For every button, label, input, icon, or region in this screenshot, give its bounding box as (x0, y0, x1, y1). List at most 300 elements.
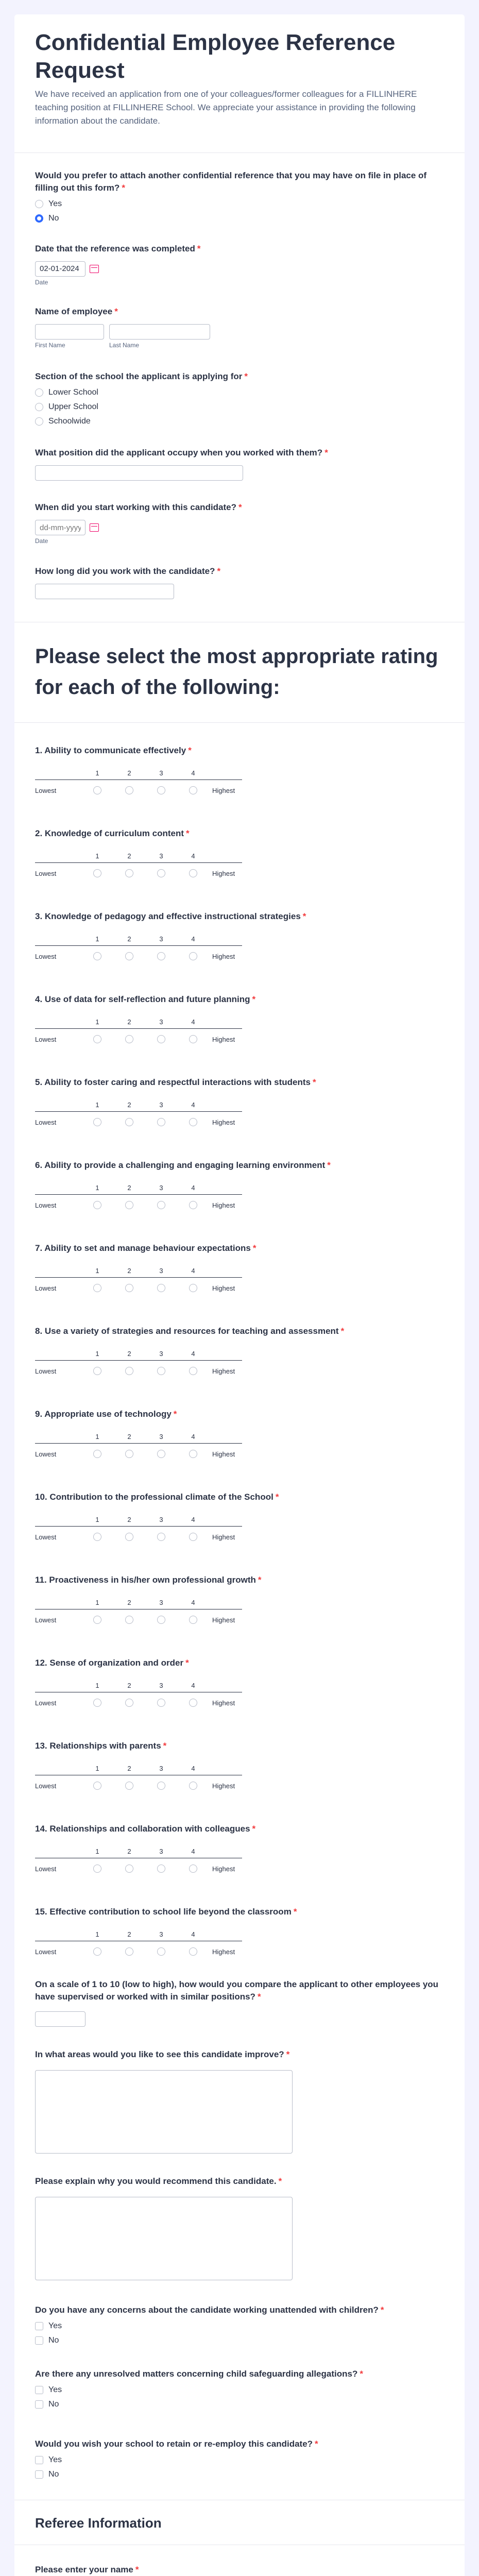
rating-cell[interactable] (113, 952, 145, 960)
rating-cell[interactable] (177, 1035, 209, 1043)
radio-button[interactable] (189, 1616, 197, 1624)
scale-header (35, 1430, 444, 1443)
rating-cell[interactable] (177, 1947, 209, 1956)
radio-button[interactable] (93, 1865, 101, 1873)
radio-button[interactable] (125, 1699, 133, 1707)
improve-label: In what areas would you like to see this candidate improve? (35, 2049, 284, 2059)
lowest-label: Lowest (35, 1865, 57, 1873)
rating-cell[interactable] (113, 1284, 145, 1292)
position-input[interactable] (35, 465, 243, 481)
scale-number: 4 (191, 1266, 195, 1275)
safeguarding-option-no[interactable] (35, 2400, 444, 2409)
rating-cell[interactable] (177, 1865, 209, 1873)
first-name-input[interactable] (35, 324, 104, 340)
radio-button[interactable] (125, 1201, 133, 1209)
rating-cell[interactable] (145, 1367, 177, 1375)
rating-cell[interactable] (145, 1616, 177, 1624)
checkbox[interactable] (35, 2386, 43, 2394)
scale-number: 4 (191, 1183, 195, 1192)
lowest-label: Lowest (35, 1616, 57, 1624)
scale-number: 3 (159, 1515, 163, 1523)
concerns-option-no[interactable] (35, 2336, 444, 2345)
rating-question (35, 723, 444, 801)
option-label: Lower School (48, 388, 98, 397)
checkbox[interactable] (35, 2322, 43, 2330)
rating-label: 9. Appropriate use of technology (35, 1409, 172, 1419)
scale-number: 2 (127, 935, 131, 943)
rating-cell[interactable] (81, 952, 113, 960)
radio-button[interactable] (93, 1533, 101, 1541)
rating-scale (35, 1844, 444, 1879)
radio-button[interactable] (93, 1367, 101, 1375)
required-mark: * (327, 1160, 331, 1170)
scale-row (35, 1361, 444, 1381)
scale-number: 2 (127, 1183, 131, 1192)
radio-button[interactable] (93, 869, 101, 877)
radio-button[interactable] (125, 1865, 133, 1873)
scale-row (35, 1775, 444, 1796)
radio-button[interactable] (35, 388, 43, 397)
date-completed-label: Date that the reference was completed (35, 244, 195, 253)
radio-button[interactable] (157, 1284, 165, 1292)
scale-number: 3 (159, 1847, 163, 1855)
ratings-list (35, 723, 444, 1962)
scale-number: 1 (95, 1598, 99, 1606)
rating-cell[interactable] (145, 1865, 177, 1873)
scale-number: 1 (95, 1432, 99, 1440)
highest-label: Highest (212, 952, 235, 960)
radio-button[interactable] (93, 1450, 101, 1458)
rating-cell[interactable] (177, 952, 209, 960)
date-completed-input[interactable]: 02-01-2024 (35, 261, 85, 277)
radio-button[interactable] (157, 1118, 165, 1126)
radio-button[interactable] (189, 1947, 197, 1956)
scale-number: 3 (159, 769, 163, 777)
lowest-label: Lowest (35, 1118, 57, 1126)
radio-button[interactable] (93, 1284, 101, 1292)
scale-number: 2 (127, 1681, 131, 1689)
lowest-label: Lowest (35, 1699, 57, 1707)
rating-cell[interactable] (145, 1450, 177, 1458)
radio-button[interactable] (189, 952, 197, 960)
scale-number: 1 (95, 1764, 99, 1772)
rating-cell[interactable] (145, 952, 177, 960)
radio-button[interactable] (189, 1699, 197, 1707)
rating-cell[interactable] (113, 1782, 145, 1790)
scale-number: 4 (191, 1764, 195, 1772)
rating-cell[interactable] (113, 1947, 145, 1956)
date-completed-question: Date that the reference was completed * 02-01-2024 Date (35, 223, 444, 286)
scale-number: 4 (191, 1100, 195, 1109)
highest-label: Highest (212, 1865, 235, 1873)
scale-row (35, 946, 444, 967)
option-label: No (48, 2400, 59, 2409)
radio-button[interactable] (189, 1367, 197, 1375)
highest-label: Highest (212, 786, 235, 794)
rating-cell[interactable] (177, 786, 209, 794)
scale-header (35, 1015, 444, 1028)
rating-cell[interactable] (81, 1865, 113, 1873)
rating-cell[interactable] (113, 1201, 145, 1209)
lowest-label: Lowest (35, 1201, 57, 1209)
section-question: Section of the school the applicant is applying for * Lower School Upper School Schoolwide (35, 349, 444, 426)
radio-button[interactable] (125, 1616, 133, 1624)
radio-button[interactable] (125, 1450, 133, 1458)
form-title: Confidential Employee Reference Request (35, 30, 396, 83)
rating-question (35, 801, 444, 884)
form-card (14, 14, 465, 2576)
rating-question (35, 967, 444, 1049)
rating-cell[interactable] (177, 1284, 209, 1292)
rating-cell[interactable] (81, 1201, 113, 1209)
scale-header (35, 766, 444, 779)
rating-cell[interactable] (81, 1367, 113, 1375)
scale-number: 4 (191, 1930, 195, 1938)
scale-number: 3 (159, 935, 163, 943)
form-description: We have received an application from one of your colleagues/former colleagues for a FILLINHERE teaching position at FILLINHERE School. We appreciate your assistance in providing the following information about the candidate. (35, 89, 417, 126)
rating-question (35, 1547, 444, 1630)
scale-number: 1 (95, 1930, 99, 1938)
rating-cell[interactable] (113, 1367, 145, 1375)
scale-number: 3 (159, 1598, 163, 1606)
rating-cell[interactable] (177, 1782, 209, 1790)
rating-cell[interactable] (113, 1118, 145, 1126)
scale-number: 3 (159, 1266, 163, 1275)
scale-header (35, 849, 444, 862)
scale-number: 3 (159, 1183, 163, 1192)
scale-number: 1 (95, 1018, 99, 1026)
scale-number: 2 (127, 1598, 131, 1606)
scale-number: 2 (127, 769, 131, 777)
scale-header (35, 1596, 444, 1609)
radio-button[interactable] (35, 403, 43, 411)
attach-option-no[interactable] (35, 214, 444, 223)
rating-cell[interactable] (81, 1118, 113, 1126)
rating-cell[interactable] (113, 786, 145, 794)
radio-button[interactable] (157, 1616, 165, 1624)
required-mark: * (312, 1077, 316, 1087)
option-label: Yes (48, 199, 62, 208)
scale-number: 4 (191, 935, 195, 943)
rating-cell[interactable] (81, 1533, 113, 1541)
safeguarding-label: Are there any unresolved matters concerning child safeguarding allegations? (35, 2369, 358, 2379)
rating-question (35, 1132, 444, 1215)
radio-button[interactable] (125, 1947, 133, 1956)
section-option-lower[interactable] (35, 388, 444, 397)
referee-name-label: Please enter your name (35, 2565, 133, 2574)
radio-button[interactable] (35, 214, 43, 223)
how-long-input[interactable] (35, 584, 174, 599)
radio-button[interactable] (157, 1782, 165, 1790)
rating-question (35, 1796, 444, 1879)
scale-row (35, 780, 444, 801)
lowest-label: Lowest (35, 1367, 57, 1375)
scale-number: 2 (127, 1100, 131, 1109)
rating-label: 5. Ability to foster caring and respectful interactions with students (35, 1077, 311, 1087)
scale-row (35, 1444, 444, 1464)
scale-row (35, 1527, 444, 1547)
rating-scale (35, 1596, 444, 1630)
radio-button[interactable] (157, 952, 165, 960)
start-date-question: When did you start working with this candidate? * dd-mm-yyyy Date (35, 481, 444, 545)
ratings-section-title: Please select the most appropriate rating for each of the following: (35, 645, 438, 699)
checkbox[interactable] (35, 2400, 43, 2409)
rating-question (35, 1879, 444, 1962)
scale-number: 4 (191, 1847, 195, 1855)
rating-question (35, 1298, 444, 1381)
radio-button[interactable] (157, 1699, 165, 1707)
required-mark: * (340, 1326, 345, 1336)
rating-cell[interactable] (113, 1450, 145, 1458)
radio-button[interactable] (93, 786, 101, 794)
radio-button[interactable] (93, 1118, 101, 1126)
rating-question (35, 1381, 444, 1464)
radio-button[interactable] (157, 1865, 165, 1873)
radio-button[interactable] (189, 1782, 197, 1790)
radio-button[interactable] (125, 1367, 133, 1375)
rating-label: 12. Sense of organization and order (35, 1658, 184, 1668)
radio-button[interactable] (189, 869, 197, 877)
radio-button[interactable] (93, 1035, 101, 1043)
position-label: What position did the applicant occupy when you worked with them? (35, 448, 323, 457)
rating-cell[interactable] (81, 1035, 113, 1043)
rating-cell[interactable] (177, 1450, 209, 1458)
rating-cell[interactable] (145, 1118, 177, 1126)
scale-number: 4 (191, 1018, 195, 1026)
lowest-label: Lowest (35, 786, 57, 794)
radio-button[interactable] (125, 786, 133, 794)
option-label: Yes (48, 2321, 62, 2330)
rating-cell[interactable] (145, 1782, 177, 1790)
radio-button[interactable] (157, 1450, 165, 1458)
rating-cell[interactable] (177, 1616, 209, 1624)
radio-button[interactable] (125, 1035, 133, 1043)
rating-cell[interactable] (177, 1118, 209, 1126)
radio-button[interactable] (157, 1947, 165, 1956)
retain-option-yes[interactable] (35, 2455, 444, 2465)
rating-label: 6. Ability to provide a challenging and engaging learning environment (35, 1160, 326, 1170)
highest-label: Highest (212, 1450, 235, 1458)
required-mark: * (275, 1492, 279, 1502)
how-long-label: How long did you work with the candidate? (35, 566, 215, 576)
radio-button[interactable] (35, 417, 43, 426)
scale-header (35, 1347, 444, 1360)
highest-label: Highest (212, 1284, 235, 1292)
rating-cell[interactable] (113, 1616, 145, 1624)
radio-button[interactable] (189, 786, 197, 794)
scale-number: 2 (127, 1432, 131, 1440)
rating-scale (35, 1098, 444, 1132)
retain-option-no[interactable] (35, 2470, 444, 2479)
referee-name-question: Please enter your name * (35, 2565, 139, 2574)
scale-number: 4 (191, 1598, 195, 1606)
rating-scale (35, 1181, 444, 1215)
highest-label: Highest (212, 1616, 235, 1624)
scale-row (35, 1941, 444, 1962)
scale-header (35, 1844, 444, 1858)
rating-cell[interactable] (81, 869, 113, 877)
start-date-label: When did you start working with this candidate? (35, 502, 237, 512)
section-option-schoolwide[interactable] (35, 417, 444, 426)
required-mark: * (122, 183, 125, 193)
radio-button[interactable] (157, 1201, 165, 1209)
concerns-option-yes[interactable] (35, 2321, 444, 2331)
option-label: No (48, 2470, 59, 2479)
rating-cell[interactable] (113, 1035, 145, 1043)
rating-cell[interactable] (145, 1201, 177, 1209)
rating-scale (35, 1679, 444, 1713)
radio-button[interactable] (125, 869, 133, 877)
employee-name-label: Name of employee (35, 307, 113, 316)
radio-button[interactable] (157, 1367, 165, 1375)
radio-button[interactable] (189, 1450, 197, 1458)
improve-question: In what areas would you like to see this candidate improve? * (35, 2027, 444, 2154)
radio-button[interactable] (189, 1533, 197, 1541)
rating-scale (35, 1347, 444, 1381)
highest-label: Highest (212, 1782, 235, 1790)
rating-cell[interactable] (145, 786, 177, 794)
section-option-upper[interactable] (35, 402, 444, 412)
radio-button[interactable] (125, 952, 133, 960)
scale-number: 1 (95, 1349, 99, 1358)
rating-cell[interactable] (145, 1699, 177, 1707)
scale-number: 4 (191, 1681, 195, 1689)
radio-button[interactable] (93, 1201, 101, 1209)
rating-cell[interactable] (113, 869, 145, 877)
improve-textarea[interactable] (35, 2070, 293, 2154)
rating-cell[interactable] (81, 1616, 113, 1624)
rating-label: 11. Proactiveness in his/her own professional growth (35, 1575, 256, 1585)
radio-button[interactable] (189, 1035, 197, 1043)
rating-cell[interactable] (177, 869, 209, 877)
radio-button[interactable] (93, 952, 101, 960)
rating-cell[interactable] (81, 1284, 113, 1292)
rating-cell[interactable] (145, 1533, 177, 1541)
scale-number: 4 (191, 1515, 195, 1523)
radio-button[interactable] (125, 1118, 133, 1126)
rating-cell[interactable] (177, 1533, 209, 1541)
scale-number: 3 (159, 1018, 163, 1026)
scale-header (35, 1264, 444, 1277)
option-label: No (48, 214, 59, 223)
attach-label: Would you prefer to attach another confidential reference that you may have on file in place of filling out this form? (35, 171, 427, 193)
recommend-textarea[interactable] (35, 2197, 293, 2280)
scale-number: 3 (159, 1100, 163, 1109)
radio-button[interactable] (93, 1782, 101, 1790)
safeguarding-option-yes[interactable] (35, 2385, 444, 2395)
required-mark: * (252, 1824, 256, 1834)
retain-question: Would you wish your school to retain or re-employ this candidate? * Yes No (35, 2409, 444, 2479)
rating-cell[interactable] (145, 1035, 177, 1043)
rating-cell[interactable] (81, 1947, 113, 1956)
concerns-label: Do you have any concerns about the candidate working unattended with children? (35, 2305, 379, 2315)
radio-button[interactable] (157, 1533, 165, 1541)
radio-button[interactable] (93, 1616, 101, 1624)
scale-number: 3 (159, 1764, 163, 1772)
rating-question (35, 1713, 444, 1796)
option-label: Yes (48, 2455, 62, 2464)
rating-cell[interactable] (113, 1533, 145, 1541)
radio-button[interactable] (93, 1699, 101, 1707)
rating-question (35, 1049, 444, 1132)
lowest-label: Lowest (35, 1947, 57, 1956)
radio-button[interactable] (189, 1865, 197, 1873)
rating-scale (35, 1015, 444, 1049)
scale-number: 3 (159, 1349, 163, 1358)
scale-number: 1 (95, 852, 99, 860)
radio-button[interactable] (93, 1947, 101, 1956)
date-sublabel: Date (35, 537, 48, 545)
checkbox[interactable] (35, 2336, 43, 2345)
checkbox[interactable] (35, 2470, 43, 2479)
rating-scale (35, 1430, 444, 1464)
radio-button[interactable] (189, 1284, 197, 1292)
rating-cell[interactable] (177, 1367, 209, 1375)
scale-number: 2 (127, 1847, 131, 1855)
scale-number: 1 (95, 1100, 99, 1109)
radio-button[interactable] (125, 1533, 133, 1541)
scale-number: 2 (127, 1515, 131, 1523)
radio-button[interactable] (35, 200, 43, 208)
rating-cell[interactable] (113, 1865, 145, 1873)
lowest-label: Lowest (35, 1782, 57, 1790)
radio-button[interactable] (189, 1201, 197, 1209)
rating-label: 15. Effective contribution to school life beyond the classroom (35, 1907, 292, 1917)
highest-label: Highest (212, 869, 235, 877)
option-label: No (48, 2336, 59, 2345)
checkbox[interactable] (35, 2456, 43, 2464)
rating-cell[interactable] (145, 869, 177, 877)
scale-number: 2 (127, 852, 131, 860)
rating-label: 14. Relationships and collaboration with colleagues (35, 1824, 250, 1834)
rating-cell[interactable] (81, 786, 113, 794)
last-name-input[interactable] (109, 324, 210, 340)
required-mark: * (185, 1658, 189, 1668)
scale-number: 1 (95, 1266, 99, 1275)
recommend-question: Please explain why you would recommend this candidate. * (35, 2154, 444, 2280)
lowest-label: Lowest (35, 1450, 57, 1458)
radio-button[interactable] (189, 1118, 197, 1126)
radio-button[interactable] (125, 1284, 133, 1292)
radio-button[interactable] (157, 869, 165, 877)
radio-button[interactable] (125, 1782, 133, 1790)
scale-row (35, 1029, 444, 1049)
attach-option-yes[interactable] (35, 199, 444, 209)
scale-number: 1 (95, 1183, 99, 1192)
radio-button[interactable] (157, 786, 165, 794)
radio-button[interactable] (157, 1035, 165, 1043)
rating-cell[interactable] (145, 1284, 177, 1292)
calendar-icon[interactable] (90, 523, 99, 532)
highest-label: Highest (212, 1367, 235, 1375)
rating-cell[interactable] (177, 1201, 209, 1209)
rating-cell[interactable] (177, 1699, 209, 1707)
rating-cell[interactable] (145, 1947, 177, 1956)
scale-number: 1 (95, 1515, 99, 1523)
scale-number: 4 (191, 1349, 195, 1358)
rating-cell[interactable] (113, 1699, 145, 1707)
rating-cell[interactable] (81, 1450, 113, 1458)
start-date-input[interactable] (35, 520, 85, 535)
scale-header (35, 932, 444, 945)
rating-label: 1. Ability to communicate effectively (35, 745, 186, 755)
calendar-icon[interactable] (90, 265, 99, 273)
compare-input[interactable] (35, 2011, 85, 2027)
rating-scale (35, 932, 444, 967)
rating-cell[interactable] (81, 1782, 113, 1790)
rating-question (35, 884, 444, 967)
rating-cell[interactable] (81, 1699, 113, 1707)
